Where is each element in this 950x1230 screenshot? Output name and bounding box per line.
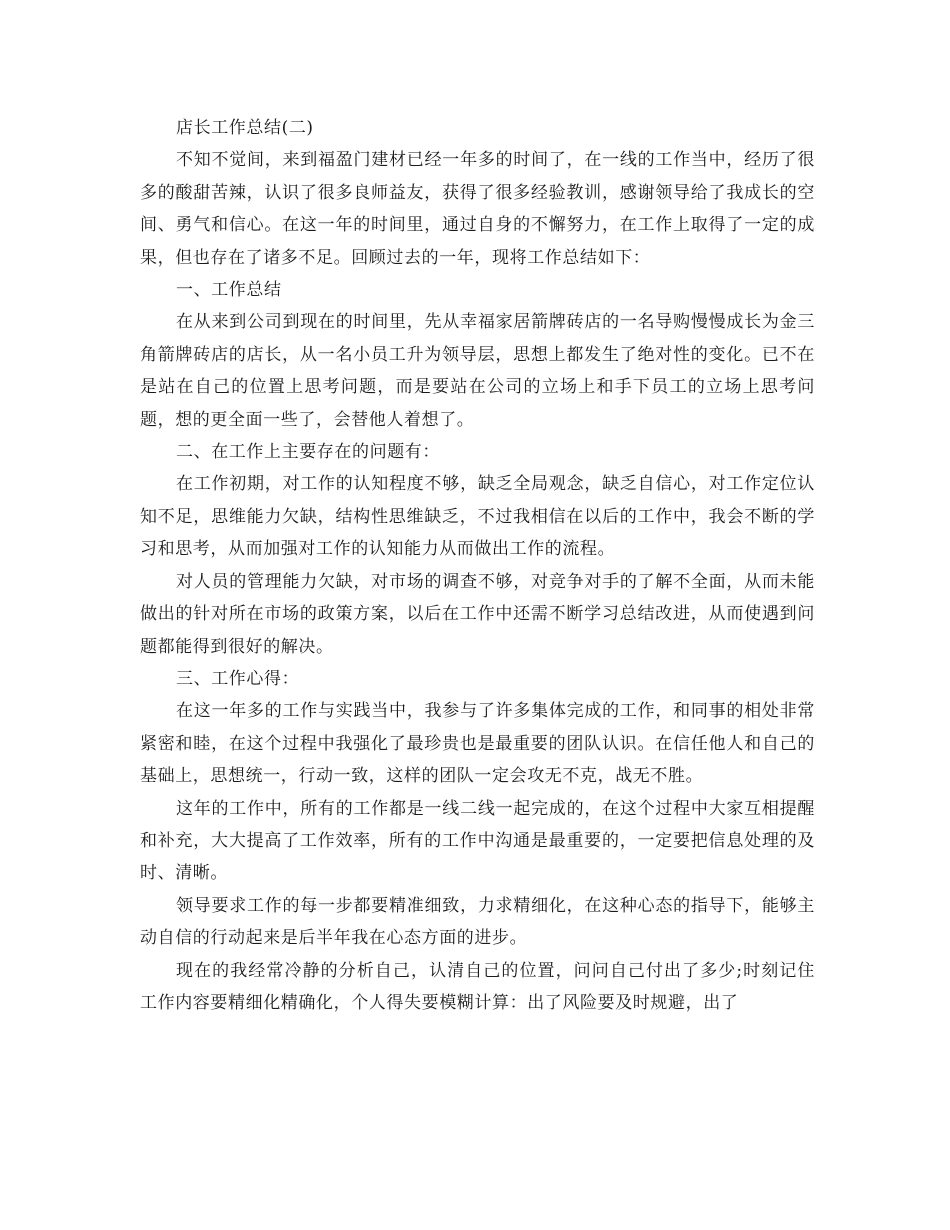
document-page	[140, 112, 815, 1019]
document-title: 店长工作总结(二)	[176, 118, 314, 138]
section-heading-2: 二、在工作上主要存在的问题有：	[176, 442, 440, 463]
paragraph-insights-1: 在这一年多的工作与实践当中，我参与了许多集体完成的工作，和同事的相处非常紧密和睦，在这个过程中我强化了最珍贵也是最重要的团队认识。在信任他人和自己的基础上，思想统一，行动一致，这样的团队一定会攻无不克，战无不胜。	[140, 701, 815, 787]
paragraph-problems-2: 对人员的管理能力欠缺，对市场的调查不够，对竞争对手的了解不全面，从而未能做出的针对所在市场的政策方案，以后在工作中还需不断学习总结改进，从而使遇到问题都能得到很好的解决。	[140, 571, 815, 657]
paragraph-intro: 不知不觉间，来到福盈门建材已经一年多的时间了，在一线的工作当中，经历了很多的酸甜苦辣，认识了很多良师益友，获得了很多经验教训，感谢领导给了我成长的空间、勇气和信心。在这一年的时间里，通过自身的不懈努力，在工作上取得了一定的成果，但也存在了诸多不足。回顾过去的一年，现将工作总结如下：	[140, 150, 815, 268]
section-heading-1: 一、工作总结	[176, 280, 282, 301]
paragraph-problems-1: 在工作初期，对工作的认知程度不够，缺乏全局观念，缺乏自信心，对工作定位认知不足，思维能力欠缺，结构性思维缺乏，不过我相信在以后的工作中，我会不断的学习和思考，从而加强对工作的认知能力从而做出工作的流程。	[140, 474, 815, 560]
paragraph-insights-3: 领导要求工作的每一步都要精准细致，力求精细化，在这种心态的指导下，能够主动自信的行动起来是后半年我在心态方面的进步。	[140, 895, 815, 949]
paragraph-insights-4: 现在的我经常冷静的分析自己，认清自己的位置，问问自己付出了多少;时刻记住工作内容要精细化精确化，个人得失要模糊计算：出了风险要及时规避，出了	[140, 960, 815, 1013]
paragraph-summary: 在从来到公司到现在的时间里，先从幸福家居箭牌砖店的一名导购慢慢成长为金三角箭牌砖店的店长，从一名小员工升为领导层，思想上都发生了绝对性的变化。已不在是站在自己的位置上思考问题，而是要站在公司的立场上和手下员工的立场上思考问题，想的更全面一些了，会替他人着想了。	[140, 312, 815, 430]
section-heading-3: 三、工作心得：	[176, 668, 300, 689]
paragraph-insights-2: 这年的工作中，所有的工作都是一线二线一起完成的，在这个过程中大家互相提醒和补充，大大提高了工作效率，所有的工作中沟通是最重要的，一定要把信息处理的及时、清晰。	[140, 798, 815, 884]
